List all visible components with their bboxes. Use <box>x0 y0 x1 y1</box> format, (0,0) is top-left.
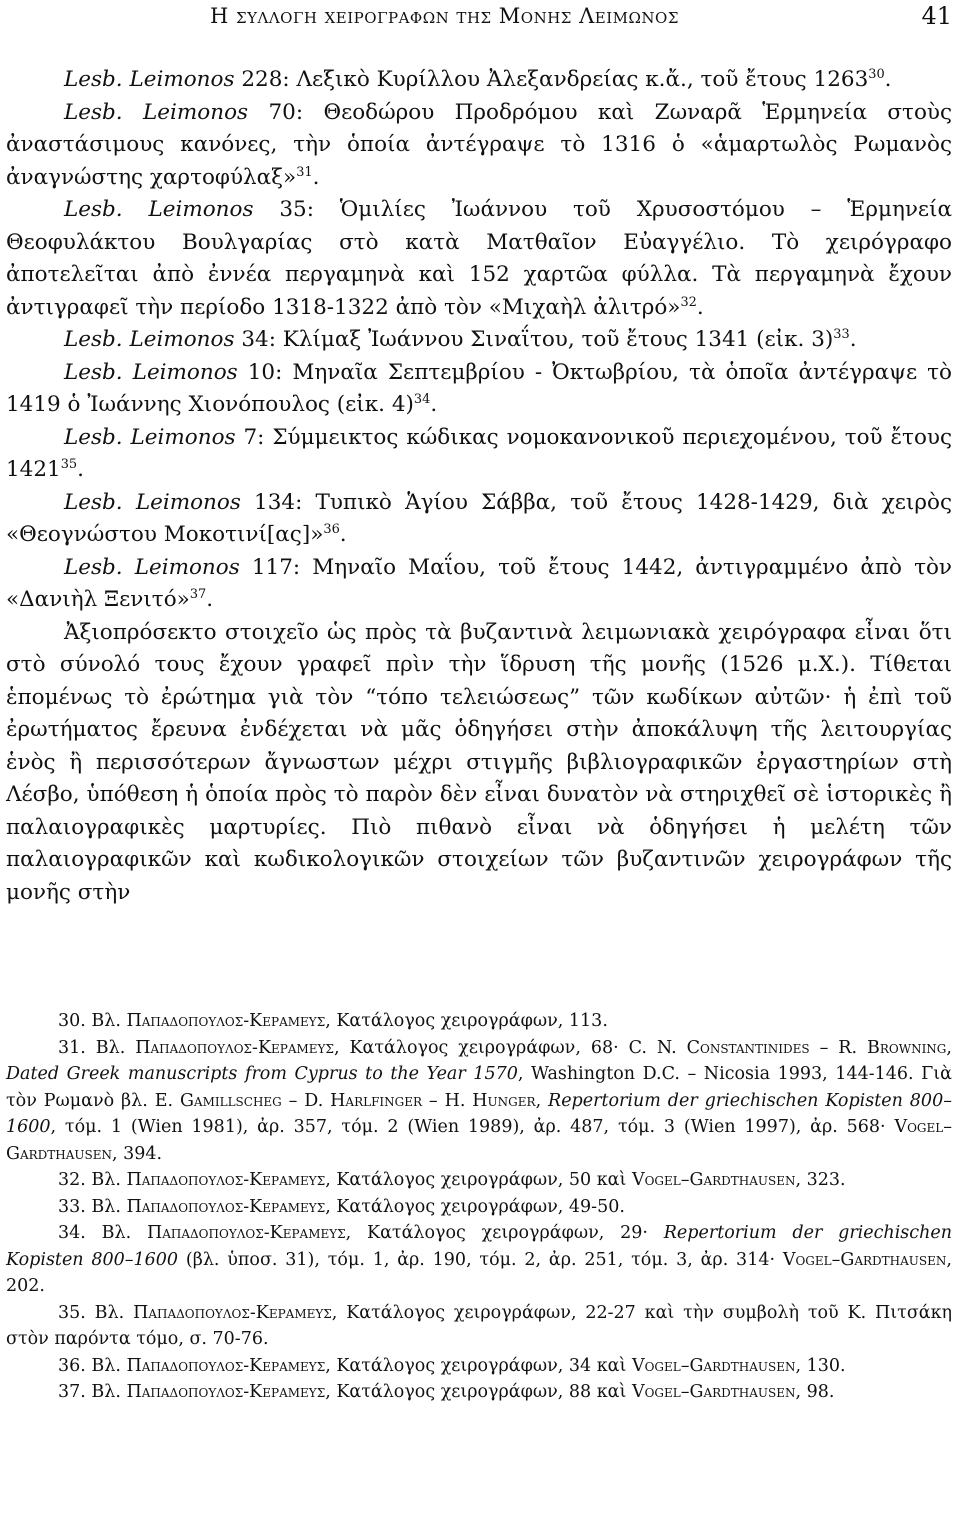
author-name: Παπαδοπουλος-Κεραμευς <box>126 1196 326 1217</box>
author-name: Vogel–Gardthausen <box>631 1355 796 1376</box>
manuscript-entry <box>6 324 952 357</box>
fn-text: , 130. <box>795 1355 846 1376</box>
footnote-34 <box>6 1220 952 1300</box>
fn-text: , Κατάλογος χειρογράφων, 88 καὶ <box>325 1382 632 1402</box>
fn-label: 35. Βλ. <box>58 1302 134 1323</box>
footnote-37 <box>6 1379 952 1406</box>
fn-label: 30. Βλ. <box>58 1011 127 1031</box>
footnote-ref: 35 <box>60 456 78 472</box>
fn-label: 33. Βλ. <box>58 1196 127 1217</box>
library-siglum: Lesb. Leimonos <box>64 99 249 125</box>
author-name: Παπαδοπουλος-Κεραμευς <box>133 1302 332 1323</box>
fn-text: , Κατάλογος χειρογράφων, 22-27 καὶ τὴν συμβολὴ τοῦ Κ. Πιτσάκη στὸν παρόντα τόμο, σ. 70-76. <box>6 1302 953 1349</box>
manuscript-number: 34 <box>241 327 269 352</box>
entry-end: . <box>430 392 438 417</box>
book-title: Repertorium der griechischen Kopisten 800–1600 <box>6 1090 952 1137</box>
fn-text: – H. <box>422 1090 473 1111</box>
manuscript-number: 70 <box>268 99 296 125</box>
footnote-ref: 34 <box>413 391 431 407</box>
author-name: Παπαδοπουλος-Κεραμευς <box>126 1170 326 1190</box>
footnote-36 <box>6 1353 952 1380</box>
entry-text: : Μηναῖα Σεπτεμβρίου - Ὀκτωβρίου, τὰ ὁποῖα ἀντέγραψε τὸ 1419 ὁ Ἰωάννης Χιονόπουλος (εἰκ. 4) <box>6 359 952 417</box>
fn-text: , τόμ. 1 (Wien 1981), ἀρ. 357, τόμ. 2 (Wien 1989), ἀρ. 487, τόμ. 3 (Wien 1997), ἀρ. 568· <box>50 1117 895 1137</box>
footnote-ref: 32 <box>680 294 697 310</box>
entry-end: . <box>339 522 347 547</box>
fn-text: – R. <box>809 1037 867 1058</box>
footnote-35 <box>6 1300 952 1353</box>
book-title: Dated Greek manuscripts from Cyprus to the Year 1570 <box>6 1064 518 1084</box>
footnote-32 <box>6 1167 952 1194</box>
fn-text: , Κατάλογος χειρογράφων, 49-50. <box>325 1196 625 1217</box>
footnote-ref: 33 <box>833 326 850 342</box>
entry-text: : Ὁμιλίες Ἰωάννου τοῦ Χρυσοστόμου – Ἑρμηνεία Θεοφυλάκτου Βουλγαρίας στὸ κατὰ Ματθαῖον Εὐαγγέλιο. Τὸ χειρόγραφο ἀποτελεῖται ἀπὸ ἐννέα περγαμηνὰ καὶ 152 χαρτῶα φύλλα. Τὰ περγαμηνὰ ἔχουν ἀντιγραφεῖ τὴν περίοδο 1318-1322 ἀπὸ τὸν «Μιχαὴλ ἀλιτρό» <box>6 197 952 320</box>
fn-label: 37. Βλ. <box>58 1382 127 1402</box>
fn-text: , Κατάλογος χειρογράφων, 68· C. N. <box>333 1037 687 1058</box>
entry-end: . <box>849 327 857 352</box>
entry-end: . <box>884 67 892 92</box>
footnote-ref: 37 <box>189 586 207 602</box>
footnote-30 <box>6 1008 952 1035</box>
fn-label: 36. Βλ. <box>58 1355 127 1376</box>
fn-text: (βλ. ὑποσ. 31), τόμ. 1, ἀρ. 190, τόμ. 2, ἀρ. 251, τόμ. 3, ἀρ. 314· <box>178 1249 783 1270</box>
author-name: Hunger <box>472 1090 536 1111</box>
author-name: Vogel–Gardthausen <box>782 1249 947 1270</box>
manuscript-number: 7 <box>243 424 258 450</box>
author-name: Vogel–Gardthausen <box>6 1117 952 1164</box>
manuscript-number: 228 <box>241 67 283 92</box>
running-head <box>0 0 960 40</box>
fn-text: , Κατάλογος χειρογράφων, 50 καὶ <box>325 1170 632 1190</box>
fn-text: , <box>535 1090 549 1111</box>
book-title: Repertorium der griechischen Kopisten 800–1600 <box>6 1223 952 1270</box>
entry-text: : Μηναῖο Μαΐου, τοῦ ἔτους 1442, ἀντιγραμμένο ἀπὸ τὸν «Δανιὴλ Ξενιτό» <box>6 554 952 612</box>
entry-text: : Τυπικὸ Ἁγίου Σάββα, τοῦ ἔτους 1428-1429, διὰ χειρὸς «Θεογνώστου Μοκοτινί[ας]» <box>6 489 952 547</box>
library-siglum: Lesb. Leimonos <box>64 197 254 222</box>
author-name: Vogel–Gardthausen <box>631 1170 796 1190</box>
entry-end: . <box>77 457 84 482</box>
manuscript-number: 10 <box>247 359 276 385</box>
running-title: Η συλλογη χειρογραφων της Μονης Λειμωνος <box>210 4 679 28</box>
library-siglum: Lesb. Leimonos <box>64 489 241 515</box>
entry-text: : Θεοδώρου Προδρόμου καὶ Ζωναρᾶ Ἑρμηνεία στοὺς ἀναστάσιμους κανόνες, τὴν ὁποία ἀντέγραψε τὸ 1316 ὁ «ἁμαρτωλὸς Ρωμανὸς ἀναγνώστης χαρτοφύλαξ» <box>6 99 953 190</box>
footnote-ref: 30 <box>868 66 885 82</box>
author-name: Παπαδοπουλος-Κεραμευς <box>146 1223 346 1243</box>
manuscript-entry <box>6 64 952 97</box>
closing-paragraph: Ἀξιοπρόσεκτο στοιχεῖο ὡς πρὸς τὰ βυζαντινὰ λειμωνιακὰ χειρόγραφα εἶναι ὅτι στὸ σύνολό τους ἔχουν γραφεῖ πρὶν τὴν ἵδρυση τῆς μονῆς (1526 μ.Χ.). Τίθεται ἑπομένως τὸ ἐρώτημα γιὰ τὸν “τόπο τελειώσεως” τῶν κωδίκων αὐτῶν· ἡ ἐπὶ τοῦ ἐρωτήματος ἔρευνα ἐνδέχεται νὰ μᾶς ὁδηγήσει στὴν ἀποκάλυψη τῆς λειτουργίας ἑνὸς ἢ περισσότερων ἄγνωστων μέχρι στιγμῆς βιβλιογραφικῶν ἐργαστηρίων στὴ Λέσβο, ὑπόθεση ἡ ὁποία πρὸς τὸ παρὸν δὲν εἶναι δυνατὸν νὰ στηριχθεῖ σὲ ἱστορικὲς ἢ παλαιογραφικὲς μαρτυρίες. Πιὸ πιθανὸ εἶναι νὰ ὁδηγήσει ἡ μελέτη τῶν παλαιογραφικῶν καὶ κωδικολογικῶν στοιχείων τῶν βυζαντινῶν χειρογράφων τῆς μονῆς στὴν <box>6 619 952 905</box>
library-siglum: Lesb. Leimonos <box>64 327 235 352</box>
manuscript-entry <box>6 97 952 195</box>
entry-end: . <box>206 587 214 612</box>
manuscript-entry <box>6 422 952 487</box>
entry-text: : Κλίμαξ Ἰωάννου Σιναΐτου, τοῦ ἔτους 1341 (εἰκ. 3) <box>268 327 834 352</box>
main-text <box>6 64 952 909</box>
fn-text: , 394. <box>112 1143 163 1164</box>
manuscript-entry <box>6 357 952 422</box>
fn-text: , 202. <box>6 1249 952 1296</box>
fn-text: , <box>946 1037 952 1058</box>
entry-end: . <box>696 294 704 320</box>
author-name: Παπαδοπουλος-Κεραμευς <box>126 1382 326 1402</box>
fn-text: , Κατάλογος χειρογράφων, 34 καὶ <box>325 1355 632 1376</box>
manuscript-number: 117 <box>251 554 293 580</box>
fn-text: , Κατάλογος χειρογράφων, 113. <box>325 1011 608 1031</box>
fn-text: , 98. <box>795 1382 835 1402</box>
fn-label: 34. Βλ. <box>58 1223 147 1243</box>
footnotes <box>6 1008 952 1406</box>
entry-text: : Σύμμεικτος κώδικας νομοκανονικοῦ περιεχομένου, τοῦ ἔτους 1421 <box>6 424 953 482</box>
entry-end: . <box>312 164 320 190</box>
fn-text: – D. <box>281 1090 331 1111</box>
library-siglum: Lesb. Leimonos <box>64 67 235 92</box>
manuscript-entry <box>6 194 952 324</box>
library-siglum: Lesb. Leimonos <box>64 359 238 385</box>
author-name: Harlfinger <box>330 1090 423 1111</box>
fn-text: , 323. <box>795 1170 846 1190</box>
page-number: 41 <box>921 2 952 30</box>
footnote-ref: 36 <box>323 521 340 537</box>
entry-text: : Λεξικὸ Κυρίλλου Ἀλεξανδρείας κ.ἄ., τοῦ ἔτους 1263 <box>282 67 869 92</box>
author-name: Παπαδοπουλος-Κεραμευς <box>126 1355 326 1376</box>
fn-label: 31. Βλ. <box>58 1037 136 1058</box>
author-name: Gamillscheg <box>179 1090 282 1111</box>
author-name: Παπαδοπουλος-Κεραμευς <box>135 1037 334 1058</box>
library-siglum: Lesb. Leimonos <box>64 554 240 580</box>
manuscript-entry <box>6 487 952 552</box>
author-name: Vogel–Gardthausen <box>631 1382 796 1402</box>
footnote-31 <box>6 1035 952 1168</box>
author-name: Browning <box>867 1037 947 1058</box>
fn-text: , Κατάλογος χειρογράφων, 29· <box>345 1223 664 1243</box>
footnote-33 <box>6 1194 952 1221</box>
manuscript-number: 134 <box>254 489 296 515</box>
manuscript-number: 35 <box>279 197 307 222</box>
author-name: Παπαδοπουλος-Κεραμευς <box>126 1011 326 1031</box>
library-siglum: Lesb. Leimonos <box>64 424 236 450</box>
fn-text: , Washington D.C. – Nicosia 1993, 144-146. Γιὰ τὸν Ρωμανὸ βλ. E. <box>6 1064 952 1111</box>
author-name: Constantinides <box>686 1037 810 1058</box>
footnote-ref: 31 <box>296 164 313 180</box>
manuscript-entry <box>6 552 952 617</box>
fn-label: 32. Βλ. <box>58 1170 127 1190</box>
